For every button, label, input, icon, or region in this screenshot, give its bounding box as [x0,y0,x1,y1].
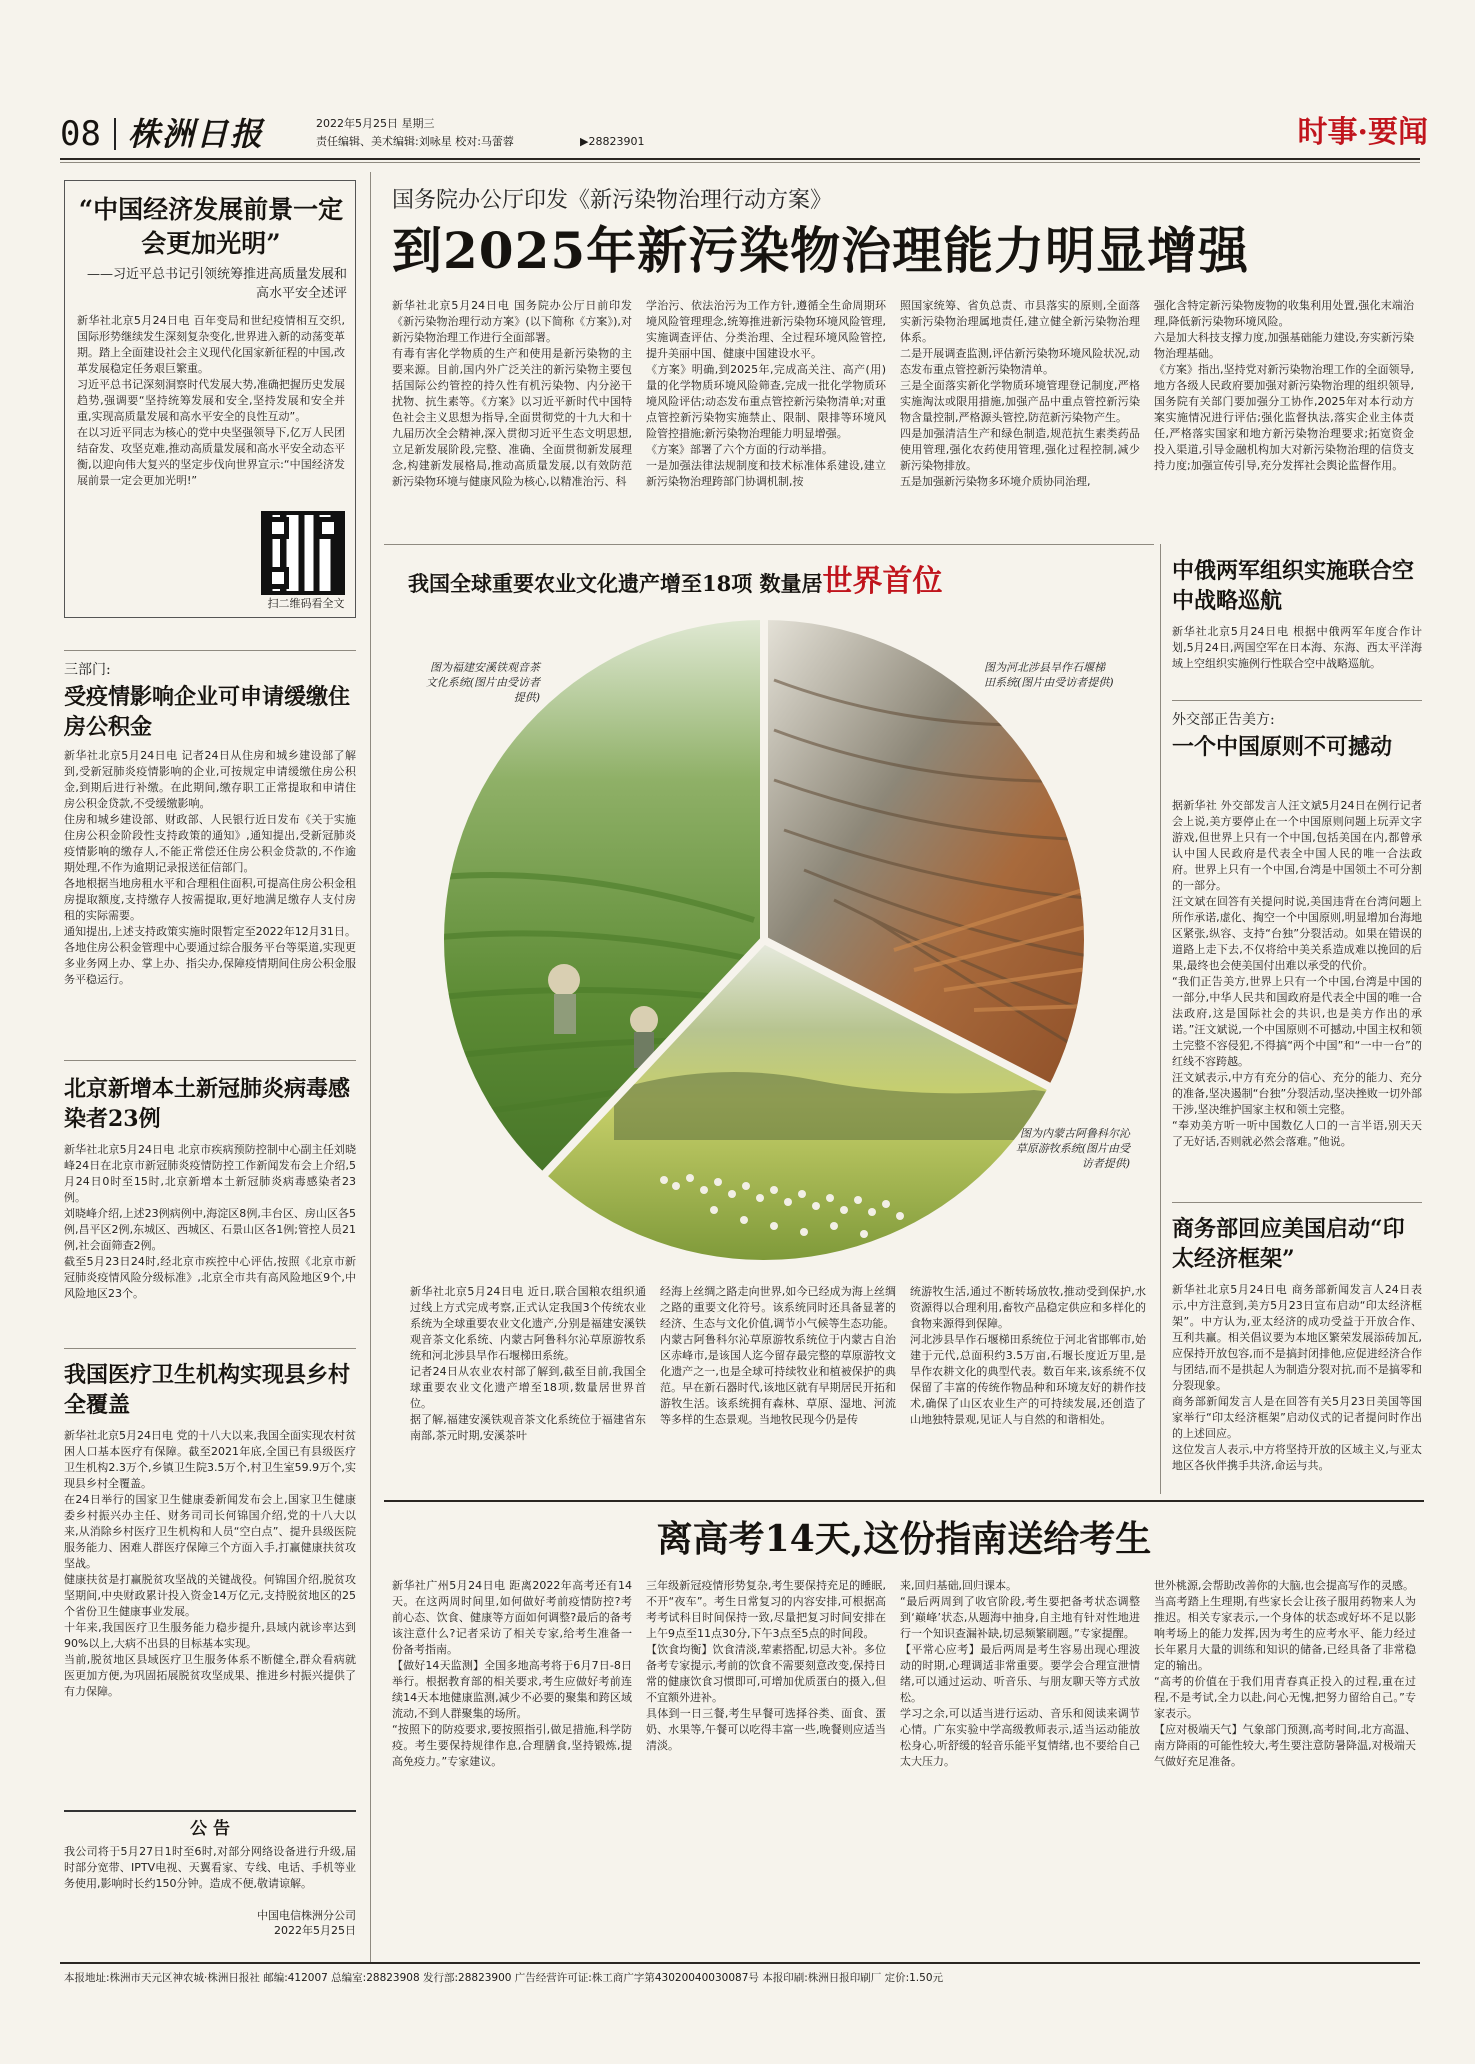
bottom-story-col4: 世外桃源,会帮助改善你的大脑,也会提高写作的灵感。 当高考踏上生理期,有些家长会让孩子服用药物来人为推迟。相关专家表示,一个身体的状态或好坏不足以影响考场上的能力发挥,因为考生的应考水平、能力经过长年累月大量的训练和知识的储备,已经具备了非常稳定的输出。 “高考的价值在于我们用青春真正投入的过程,重在过程,不是考试,全力以赴,问心无愧,把努力留给自己。”专家表示。 【应对极端天气】气象部门预测,高考时间,北方高温、南方降雨的可能性较大,考生要注意防暑降温,对极端天气做好充足准备。 [1154,1579,1416,1768]
notice-box [64,1810,356,1940]
left-feature-body: 新华社北京5月24日电 百年变局和世纪疫情相互交织,国际形势继续发生深刻复杂变化,世界进入新的动荡变革期。踏上全面建设社会主义现代化国家新征程的中国,改革发展稳定任务艰巨繁重。 习近平总书记深刻洞察时代发展大势,准确把握历史发展趋势,强调要“坚持统筹发展和安全,坚持发展和安全并重,实现高质量发展和高水平安全的良性互动”。 在以习近平同志为核心的党中央坚强领导下,亿万人民团结奋发、攻坚克难,推动高质量发展和高水平安全动态平衡,以迎向伟大复兴的坚定步伐向世界宣示:“中国经济发展前景一定会更加光明!” [77,314,345,487]
right-s2-body: 据新华社 外交部发言人汪文斌5月24日在例行记者会上说,美方要停止在一个中国原则问题上玩弄文字游戏,但世界上只有一个中国,包括美国在内,都曾承认中国人民政府是代表全中国人民的唯一合法政府。世界上只有一个中国,台湾是中国领土不可分割的一部分。 汪文斌在回答有关提问时说,美国违背在台湾问题上所作承诺,虚化、掏空一个中国原则,明显增加台海地区紧张,纵容、支持“台独”分裂活动。如果在错误的道路上走下去,不仅将给中美关系造成难以挽回的后果,最终也会使美国付出难以承受的代价。 “我们正告美方,世界上只有一个中国,台湾是中国的一部分,中华人民共和国政府是代表全中国的唯一合法政府,这是国际社会的共识,也是美方作出的承诺。”汪文斌说,一个中国原则不可撼动,中国主权和领土完整不容侵犯,不得搞“两个中国”和“一中一台”的红线不容跨越。 汪文斌表示,中方有充分的信心、充分的能力、充分的准备,坚决遏制“台独”分裂活动,坚决挫败一切外部干涉,坚决维护国家主权和领土完整。 “奉劝美方听一听中国数亿人口的一言半语,别天天了无好话,否则就必然会落难。”他说。 [1172,799,1422,1148]
notice-date: 2022年5月25日 [274,1924,356,1937]
masthead-rule-thin [60,162,1420,163]
right-s1-body: 新华社北京5月24日电 根据中俄两军年度合作计划,5月24日,两国空军在日本海、东海、西太平洋海域上空组织实施例行性联合空中战略巡航。 [1172,625,1422,670]
top-story-col2: 学治污、依法治污为工作方针,遵循全生命周期环境风险管理理念,统筹推进新污染物环境风险管理,实施调查评估、分类治理、全过程环境风险管控,提升美丽中国、健康中国建设水平。 《方案》明确,到2025年,完成高关注、高产(用)量的化学物质环境风险筛查,完成一批化学物质环境风险评估;动态发布重点管控新污染物清单;对重点管控新污染物实施禁止、限制、限排等环境风险管控措施;新污染物治理能力明显增强。 《方案》部署了六个方面的行动举措。 一是加强法律法规制度和技术标准体系建设,建立新污染物治理跨部门协调机制,按 [646,299,886,488]
top-story-kicker: 国务院办公厅印发《新污染物治理行动方案》 [392,188,833,213]
masthead-rule [60,158,1420,160]
caption-tea-system: 图为福建安溪铁观音茶文化系统(图片由受访者提供) [425,661,540,704]
left-s2-headline: 受疫情影响企业可申请缓缴住房公积金 [64,684,351,740]
left-feature-headline: “中国经济发展前景一定会更加光明” [78,195,344,258]
photo-headline-main: 我国全球重要农业文化遗产增至18项 数量居 [408,571,823,596]
photo-feature-col2: 经海上丝绸之路走向世界,如今已经成为海上丝绸之路的重要文化符号。该系统同时还具备显著的经济、生态与文化价值,调节小气候等生态功能。 内蒙古阿鲁科尔沁草原游牧系统位于内蒙古自治区赤峰市,是该国人迄今留存最完整的草原游牧文化遗产之一,也是全球可持续牧业和植被保护的典范。早在新石器时代,该地区就有早期居民开拓和游牧生活。该系统拥有森林、草原、湿地、河流等多样的生态景观。当地牧民现今仍是传 [660,1285,896,1426]
right-s1-headline: 中俄两军组织实施联合空中战略巡航 [1172,558,1415,614]
tea-picker-figure [548,964,580,996]
bottom-story-col1: 新华社广州5月24日电 距离2022年高考还有14天。在这两周时间里,如何做好考前疫情防控?考前心态、饮食、健康等方面如何调整?最后的备考该注意什么?记者采访了相关专家,给考生准备一份备考指南。 【做好14天监测】全国多地高考将于6月7日-8日举行。根据教育部的相关要求,考生应做好考前连续14天本地健康监测,减少不必要的聚集和跨区域流动,不到人群聚集的场所。 “按照下的防疫要求,要按照指引,做足措施,科学防疫。考生要保持规律作息,合理膳食,坚持锻炼,提高免疫力。”专家建议。 [392,1579,632,1768]
bottom-story-col3: 来,回归基础,回归课本。 “最后两周到了收官阶段,考生要把备考状态调整到‘巅峰’状态,从题海中抽身,自主地有针对性地进行一个知识查漏补缺,切忌频繁刷题。”专家提醒。 【平常心应考】最后两周是考生容易出现心理波动的时期,心理调适非常重要。要学会合理宣泄情绪,可以通过运动、听音乐、与朋友聊天等方式放松。 学习之余,可以适当进行运动、音乐和阅读来调节心情。广东实验中学高级教师表示,适当运动能放松身心,听舒缓的轻音乐能平复情绪,也不要给自己太大压力。 [900,1579,1140,1768]
right-s3 [1172,1214,1422,1494]
caption-terraced-fields: 图为河北涉县旱作石堰梯田系统(图片由受访者提供) [984,661,1114,689]
editor-credits: 责任编辑、美术编辑:刘咏星 校对:马蕾蓉 [316,135,514,148]
qr-code[interactable] [261,511,345,595]
left-feature-subhead: ——习近平总书记引领统筹推进高质量发展和高水平安全述评 [86,267,347,301]
top-story-headline: 到2025年新污染物治理能力明显增强 [392,221,1250,280]
left-s4-headline: 我国医疗卫生机构实现县乡村全覆盖 [64,1362,351,1418]
right-s2-kicker: 外交部正告美方: [1172,712,1275,728]
top-story-col4: 强化含特定新污染物废物的收集利用处置,强化末端治理,降低新污染物环境风险。 六是加大科技支撑力度,加强基础能力建设,夯实新污染物治理基础。 《方案》指出,坚持党对新污染物治理工作的全面领导,地方各级人民政府要加强对新污染物治理的组织领导,国务院有关部门要加强分工协作,2025年对本行动方案实施情况进行评估;强化监督执法,落实企业主体责任,严格落实国家和地方新污染物治理要求;拓宽资金投入渠道,引导金融机构加大对新污染物治理的信贷支持力度;加强宣传引导,充分发挥社会舆论监督作用。 [1154,299,1414,472]
qr-finder-tl [267,517,289,539]
left-s3-headline: 北京新增本土新冠肺炎病毒感染者23例 [64,1076,351,1132]
right-col-rule [1160,544,1161,1494]
left-divider-1 [64,650,356,651]
left-col-rule [370,172,371,1962]
left-feature-box [64,180,356,618]
photo-feature-col3: 统游牧生活,通过不断转场放牧,推动受到保护,水资源得以合理利用,畜牧产品稳定供应和多样化的食物来源得到保障。 河北涉县旱作石堰梯田系统位于河北省邯郸市,始建于元代,总面积约3.5万亩,石堰长度近万里,是旱作农耕文化的典型代表。数百年来,该系统不仅保留了丰富的传统作物品种和环境友好的耕作技术,确保了山区农业生产的可持续发展,还创造了山地独特景观,见证人与自然的和谐相处。 [910,1285,1146,1426]
footer-rule [60,1962,1420,1964]
right-s2-headline: 一个中国原则不可撼动 [1172,734,1393,760]
photo-feature-headline [408,562,1148,604]
right-s1 [1172,556,1422,706]
notice-title: 公 告 [190,1819,230,1839]
page-number: 08 [60,114,101,154]
left-s2-body: 新华社北京5月24日电 记者24日从住房和城乡建设部了解到,受新冠肺炎疫情影响的企业,可按规定申请缓缴住房公积金,到期后进行补缴。在此期间,缴存职工正常提取和申请住房公积金贷款,不受缓缴影响。 住房和城乡建设部、财政部、人民银行近日发布《关于实施住房公积金阶段性支持政策的通知》,通知提出,受新冠肺炎疫情影响的缴存人,不能正常偿还住房公积金贷款的,不作逾期处理,不作为逾期记录报送征信部门。 各地根据当地房租水平和合理租住面积,可提高住房公积金租房提取额度,支持缴存人按需提取,更好地满足缴存人支付房租的实际需要。 通知提出,上述支持政策实施时限暂定至2022年12月31日。各地住房公积金管理中心要通过综合服务平台等渠道,实现更多业务网上办、掌上办、指尖办,保障疫情期间住房公积金服务平稳运行。 [64,749,356,986]
left-s4 [64,1360,356,1800]
bottom-story-headline: 离高考14天,这份指南送给考生 [656,1518,1152,1560]
caption-grassland: 图为内蒙古阿鲁科尔沁草原游牧系统(图片由受访者提供) [1015,1127,1130,1170]
right-divider-1 [1172,700,1422,701]
qr-caption: 扫二维码看全文 [267,597,345,610]
left-divider-3 [64,1348,356,1349]
left-divider-2 [64,1060,356,1061]
right-s3-headline: 商务部回应美国启动“印太经济框架” [1172,1216,1405,1272]
photo-headline-red: 世界首位 [822,564,943,599]
qr-finder-tr [317,517,339,539]
bottom-story-col2: 三年级新冠疫情形势复杂,考生要保持充足的睡眠,不开“夜车”。考生日常复习的内容安排,可根据高考考试科目时间保持一致,尽量把复习时间安排在上午9点至11点30分,下午3点至5点的时间段。 【饮食均衡】饮食清淡,荤素搭配,切忌大补。多位备考专家提示,考前的饮食不需要刻意改变,保持日常的健康饮食习惯即可,可增加优质蛋白的摄入,但不宜额外进补。 具体到一日三餐,考生早餐可选择谷类、面食、蛋奶、水果等,午餐可以吃得丰富一些,晚餐则应适当清淡。 [646,1579,886,1752]
photo-feature-col1: 新华社北京5月24日电 近日,联合国粮农组织通过线上方式完成考察,正式认定我国3个传统农业系统为全球重要农业文化遗产,分别是福建安溪铁观音茶文化系统、内蒙古阿鲁科尔沁草原游牧系统和河北涉县旱作石堰梯田系统。 记者24日从农业农村部了解到,截至目前,我国全球重要农业文化遗产增至18项,数量居世界首位。 据了解,福建安溪铁观音茶文化系统位于福建省东南部,茶元时期,安溪茶叶 [410,1285,646,1442]
notice-signer: 中国电信株洲分公司 [257,1909,356,1922]
news-hotline: ▶28823901 [580,135,645,148]
heritage-photo-collage [414,620,1114,1260]
paper-logo: 株洲日报 [128,115,265,153]
page-number-divider [114,118,116,150]
section-title: 时事·要闻 [1297,115,1428,150]
qr-finder-bl [267,567,289,589]
left-s3-body: 新华社北京5月24日电 北京市疾病预防控制中心副主任刘晓峰24日在北京市新冠肺炎疫情防控工作新闻发布会上介绍,5月24日0时至15时,北京新增本土新冠肺炎病毒感染者23例。 刘晓峰介绍,上述23例病例中,海淀区8例,丰台区、房山区各5例,昌平区2例,东城区、西城区、石景山区各1例;管控人员21例,社会面筛查2例。 截至5月23日24时,经北京市疾控中心评估,按照《北京市新冠肺炎疫情风险分级标准》,北京全市共有高风险地区9个,中风险地区23个。 [64,1143,356,1300]
right-divider-2 [1172,1202,1422,1203]
left-s4-body: 新华社北京5月24日电 党的十八大以来,我国全面实现农村贫困人口基本医疗有保障。截至2021年底,全国已有县级医疗卫生机构2.3万个,乡镇卫生院3.5万个,村卫生室59.9万个,实现县乡村全覆盖。 在24日举行的国家卫生健康委新闻发布会上,国家卫生健康委乡村振兴办主任、财务司司长何锦国介绍,党的十八大以来,从消除乡村医疗卫生机构和人员“空白点”、提升县级医院服务能力、困难人群医疗保障三个方面入手,打赢健康扶贫攻坚战。 健康扶贫是打赢脱贫攻坚战的关键战役。何锦国介绍,脱贫攻坚期间,中央财政累计投入资金14万亿元,支持脱贫地区的25个省份卫生健康事业发展。 十年来,我国医疗卫生服务能力稳步提升,县域内就诊率达到90%以上,大病不出县的目标基本实现。 当前,脱贫地区县域医疗卫生服务体系不断健全,群众看病就医更加方便,为巩固拓展脱贫攻坚成果、推进乡村振兴提供了有力保障。 [64,1429,356,1698]
left-s2 [64,660,356,990]
top-story-col1: 新华社北京5月24日电 国务院办公厅日前印发《新污染物治理行动方案》(以下简称《方案》),对新污染物治理工作进行全面部署。 有毒有害化学物质的生产和使用是新污染物的主要来源。目前,国内外广泛关注的新污染物主要包括国际公约管控的持久性有机污染物、内分泌干扰物、抗生素等。《方案》以习近平新时代中国特色社会主义思想为指导,全面贯彻党的十九大和十九届历次全会精神,深入贯彻习近平生态文明思想,立足新发展阶段,完整、准确、全面贯彻新发展理念,构建新发展格局,推动高质量发展,以有效防范新污染物环境与健康风险为核心,以精准治污、科 [392,299,632,488]
right-s3-body: 新华社北京5月24日电 商务部新闻发言人24日表示,中方注意到,美方5月23日宣布启动“印太经济框架”。中方认为,亚太经济的成功受益于开放合作、互利共赢。相关倡议要为本地区繁荣发展添砖加瓦,应保持开放包容,而不是搞封闭排他,应促进经济合作与团结,而不是拱起人为制造分裂对抗,而不是搞零和分裂现象。 商务部新闻发言人是在回答有关5月23日美国等国家举行“印太经济框架”启动仪式的记者提问时作出的上述回应。 这位发言人表示,中方将坚持开放的区域主义,与亚太地区各伙伴携手共济,命运与共。 [1172,1283,1422,1472]
notice-body: 我公司将于5月27日1时至6时,对部分网络设备进行升级,届时部分宽带、IPTV电视、天翼看家、专线、电话、手机等业务使用,影响时长约150分钟。造成不便,敬请谅解。 [64,1845,356,1890]
bottom-story-rule [384,1500,1424,1502]
right-s2 [1172,710,1422,1190]
left-s3 [64,1074,356,1334]
masthead [48,112,1428,158]
footer-info: 本报地址:株洲市天元区神农城·株洲日报社 邮编:412007 总编室:28823908 发行部:28823900 广告经营许可证:株工商广字第43020040030087号 本报印刷:株洲日报印刷厂 定价:1.50元 [64,1972,943,1984]
left-s2-kicker: 三部门: [64,662,111,678]
photo-top-rule [384,544,1154,545]
issue-date: 2022年5月25日 星期三 [316,117,435,130]
top-story-col3: 照国家统筹、省负总责、市县落实的原则,全面落实新污染物治理属地责任,建立健全新污染物治理体系。 二是开展调查监测,评估新污染物环境风险状况,动态发布重点管控新污染物清单。 三是全面落实新化学物质环境管理登记制度,严格实施淘汰或限用措施,加强产品中重点管控新污染物含量控制,严格源头管控,防范新污染物产生。 四是加强清洁生产和绿色制造,规范抗生素类药品使用管理,强化农药使用管理,强化过程控制,减少新污染物排放。 五是加强新污染物多环境介质协同治理, [900,299,1140,488]
photo-feature [384,554,1146,1480]
